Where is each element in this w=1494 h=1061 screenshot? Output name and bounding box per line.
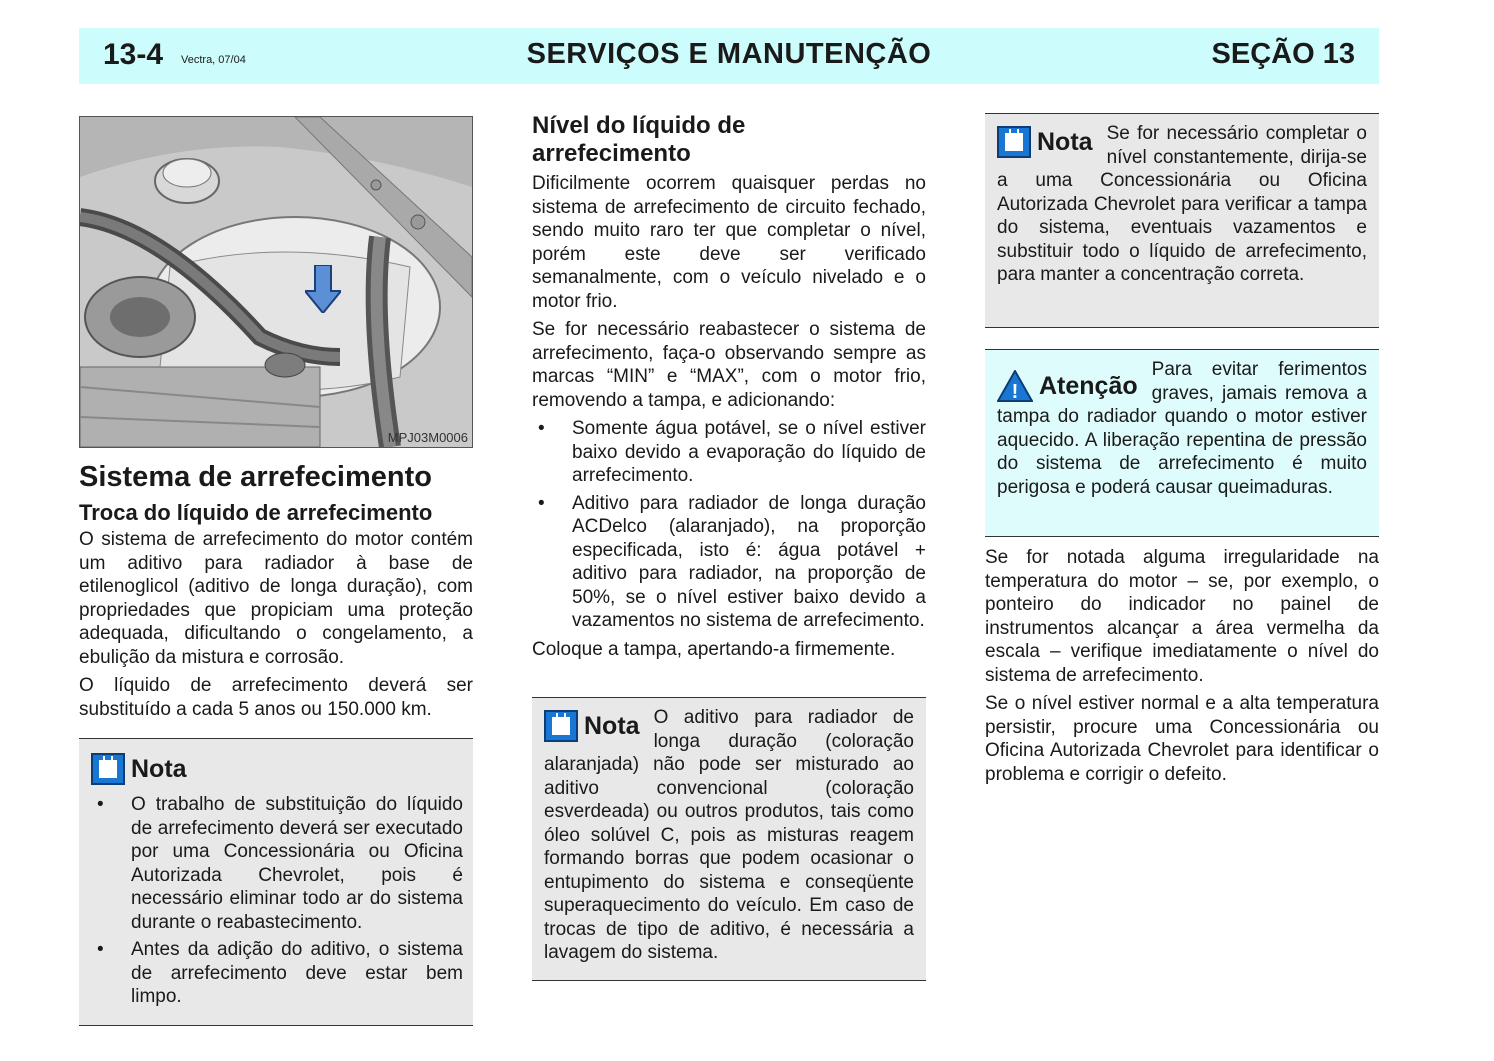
list-item: • Antes da adição do aditivo, o sistema de arrefecimento deve estar bem limpo. — [97, 939, 463, 1007]
note-icon — [997, 126, 1031, 158]
list-item: • Somente água potável, se o nível estiver baixo devido a evaporação do líquido de arrefecimento. — [538, 418, 926, 486]
right-paragraph-2: Se o nível estiver normal e a alta temperatura persistir, procure uma Concessionária ou Oficina Autorizada Chevrolet para identificar o problema e corrigir o defeito. — [985, 693, 1379, 785]
section-label: SEÇÃO 13 — [1211, 38, 1355, 70]
middle-paragraph-2: Se for necessário reabastecer o sistema de arrefecimento, faça-o observando sempre as marcas “MIN” e “MAX”, com o motor frio, removendo a tampa, e adicionando: — [532, 319, 926, 411]
note-label: Nota — [584, 711, 640, 740]
warning-box — [985, 349, 1379, 537]
left-paragraph-1: O sistema de arrefecimento do motor contém um aditivo para radiador à base de etilenoglicol (aditivo de longa duração), com propriedades que propiciam uma proteção adequada, dificultando o congelamento, a ebulição da mistura e corrosão. — [79, 529, 473, 668]
note-text-middle: O aditivo para radiador de longa duração (coloração alaranjada) não pode ser misturado ao aditivo convencional (coloração esverdeada) ou outros produtos, tais como óleo solúvel C, pois as misturas reagem formando borras que podem ocasionar o entupimento do sistema e conseqüente superaquecimento do veículo. Em caso de trocas de tipo de aditivo, é necessária a lavagem do sistema. — [544, 707, 914, 963]
note-box-left — [79, 738, 473, 1026]
note-box-middle — [532, 697, 926, 981]
middle-column — [532, 112, 926, 666]
figure-code: MPJ03M0006 — [387, 430, 468, 445]
note-label: Nota — [1037, 127, 1093, 156]
svg-text:!: ! — [1011, 381, 1019, 402]
section-heading: Sistema de arrefecimento — [79, 461, 432, 493]
note-icon — [91, 753, 125, 785]
level-heading: Nível do líquido de arrefecimento — [532, 112, 746, 167]
note-box-right — [985, 113, 1379, 328]
right-column-text — [985, 546, 1379, 791]
warning-text: Para evitar ferimentos graves, jamais remova a tampa do radiador quando o motor estiver aquecido. A liberação repentina de pressão do sistema de arrefecimento é muito perigosa e poderá causar queimaduras. — [997, 359, 1367, 498]
middle-paragraph-3: Coloque a tampa, apertando-a firmemente. — [532, 638, 896, 660]
page-number: 13-4 — [103, 38, 164, 71]
note-list-left — [91, 793, 463, 1009]
page-title: SERVIÇOS E MANUTENÇÃO — [526, 38, 932, 70]
note-text-right: Se for necessário completar o nível constantemente, dirija-se a uma Concessionária ou Oficina Autorizada Chevrolet para verificar a tampa do sistema, eventuais vazamentos e substituir todo o líquido de arrefecimento, para manter a concentração correta. — [997, 123, 1367, 285]
page-header — [79, 28, 1379, 84]
note-badge — [544, 706, 640, 742]
model-date: Vectra, 07/04 — [181, 54, 246, 66]
engine-bay-drawing — [80, 117, 472, 447]
refill-list — [532, 417, 926, 633]
left-column — [79, 460, 473, 726]
down-arrow-icon — [305, 265, 341, 313]
note-icon — [544, 710, 578, 742]
list-item: • Aditivo para radiador de longa duração ACDelco (alaranjado), na proporção especificada, isto é: água potável + aditivo para radiador, na proporção de 50%, se o nível estiver baixo devido a vazamentos no sistema de arrefecimento. — [538, 492, 926, 631]
list-item: • O trabalho de substituição do líquido de arrefecimento deverá ser executado por uma Concessionária ou Oficina Autorizada Chevrolet, pois é necessário eliminar todo ar do sistema durante o reabastecimento. — [97, 794, 463, 933]
note-badge — [997, 122, 1093, 158]
subsection-heading: Troca do líquido de arrefecimento — [79, 500, 433, 525]
coolant-reservoir-illustration — [79, 116, 473, 448]
note-badge — [91, 753, 187, 785]
left-paragraph-2: O líquido de arrefecimento deverá ser substituído a cada 5 anos ou 150.000 km. — [79, 675, 473, 720]
note-label: Nota — [131, 754, 187, 783]
right-paragraph-1: Se for notada alguma irregularidade na temperatura do motor – se, por exemplo, o ponteiro do indicador no painel de instrumentos alcançar a área vermelha da escala – verifique imediatamente o nível do sistema de arrefecimento. — [985, 547, 1379, 686]
middle-paragraph-1: Dificilmente ocorrem quaisquer perdas no sistema de arrefecimento de circuito fechado, sendo muito raro ter que completar o nível, porém este deve ser verificado semanalmente, com o veículo nivelado e o motor frio. — [532, 173, 926, 312]
warning-label: Atenção — [1039, 371, 1138, 400]
warning-badge — [997, 358, 1138, 402]
warning-triangle-icon — [997, 370, 1033, 402]
